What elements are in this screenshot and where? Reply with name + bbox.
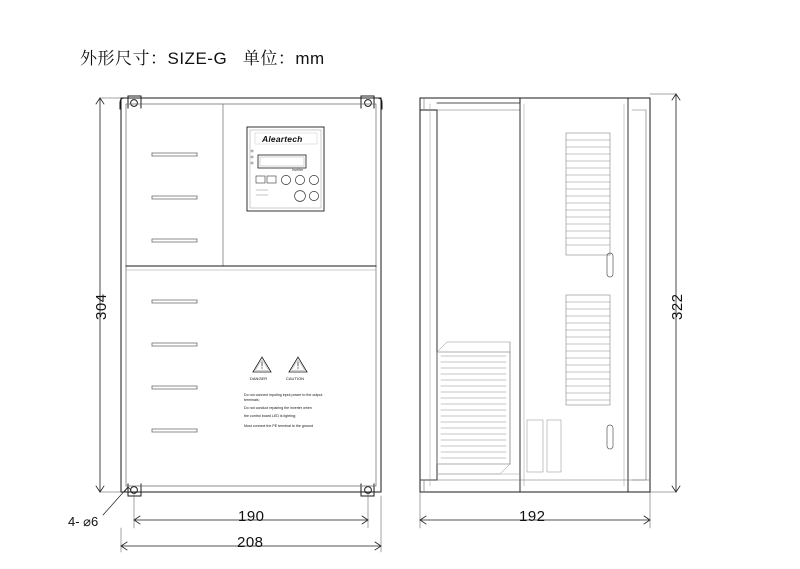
safety-note-2: terminals; — [244, 398, 260, 402]
dim-width-inner: 190 — [238, 508, 265, 525]
dim-depth: 192 — [519, 508, 546, 525]
display-label: inverter — [292, 168, 304, 172]
safety-note-3: Do not conduct repairing the inverter when — [244, 406, 312, 410]
brand-logo-text: Aleartech — [262, 134, 303, 144]
side-view-outline — [420, 98, 650, 492]
safety-note-1: Do not connect inputing input power to the output — [244, 393, 323, 397]
hole-callout: 4- ⌀6 — [68, 514, 99, 529]
dim-height-front: 304 — [93, 293, 110, 320]
danger-label: DANGER — [250, 376, 268, 381]
dim-width-outer: 208 — [237, 534, 264, 551]
safety-note-4: the control board LED is lighting; — [244, 414, 296, 418]
page-title: 外形尺寸：SIZE-G 单位：mm — [80, 49, 325, 68]
caution-label: CAUTION — [286, 376, 304, 381]
front-view-outline — [120, 96, 382, 496]
safety-note-5: Must connect the PE terminal to the ground — [244, 424, 314, 428]
dim-height-side: 322 — [669, 293, 686, 320]
